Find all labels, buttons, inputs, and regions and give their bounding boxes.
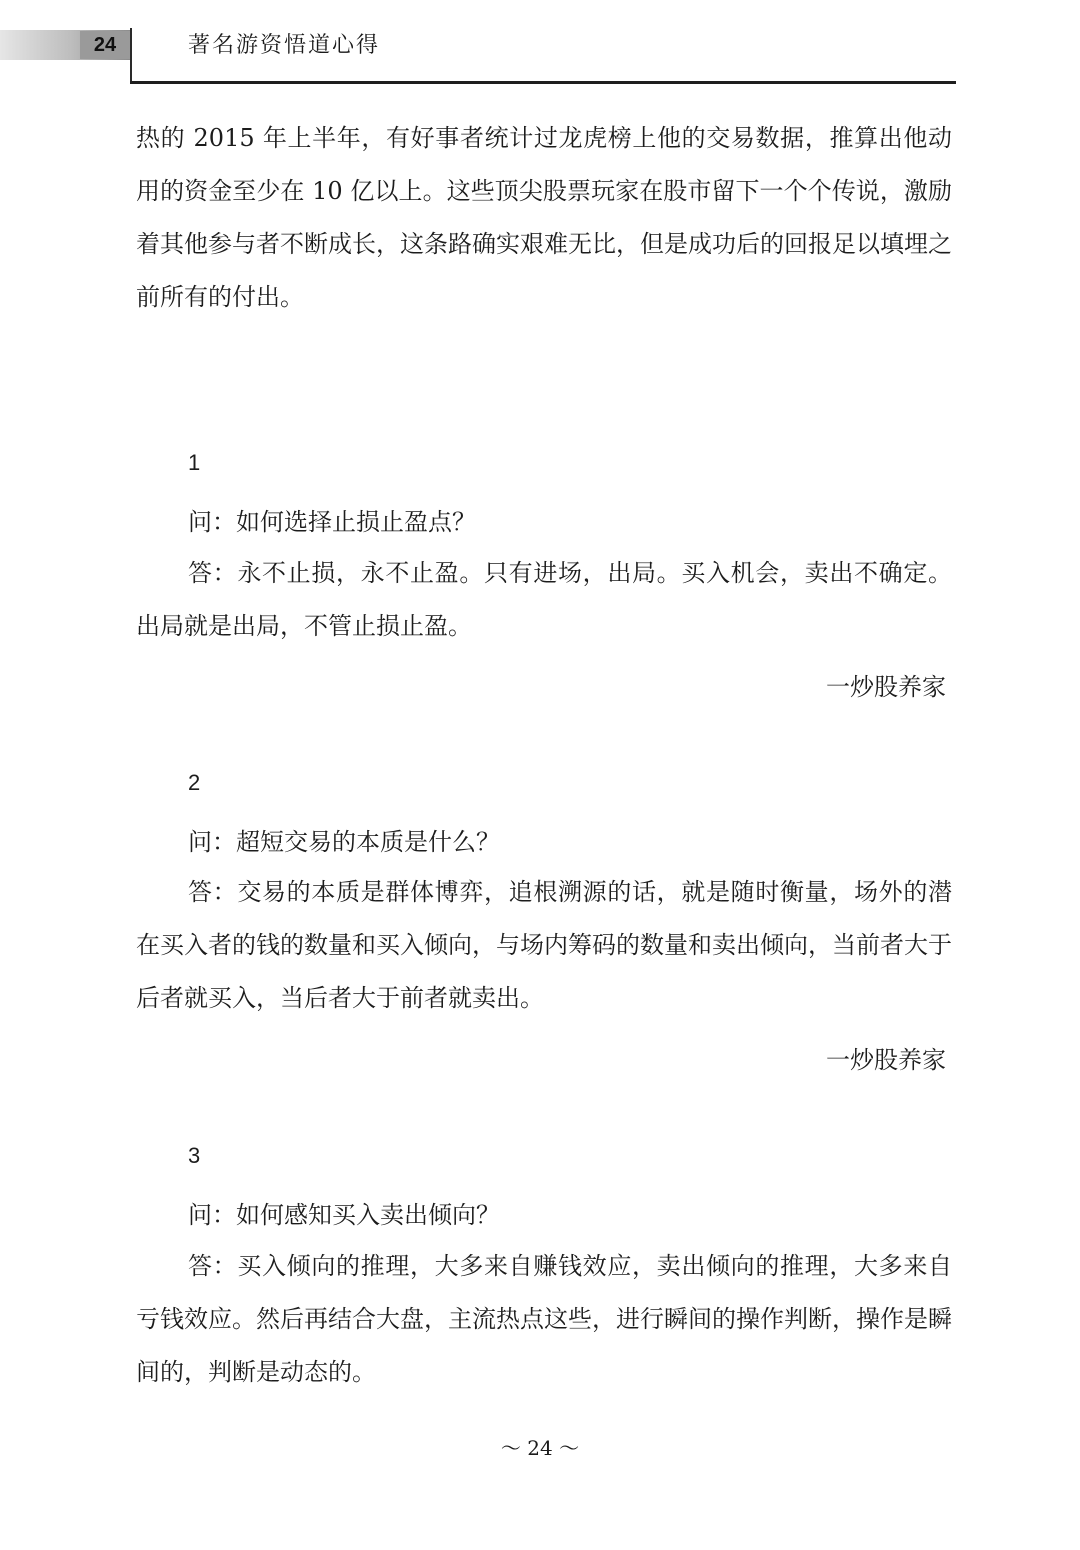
qa-question-3: 问：如何感知买入卖出倾向？ <box>188 1201 500 1229</box>
header-divider <box>130 28 132 82</box>
intro-paragraph: 热的 2015 年上半年，有好事者统计过龙虎榜上他的交易数据，推算出他动用的资金至少在 10 亿以上。这些顶尖股票玩家在股市留下一个个传说，激励着其他参与者不断成长，这条路确实艰难无比，但是成功后的回报足以填埋之前所有的付出。 <box>136 124 952 311</box>
qa-answer-2: 答：交易的本质是群体博弈，追根溯源的话，就是随时衡量，场外的潜在买入者的钱的数量和买入倾向，与场内筹码的数量和卖出倾向，当前者大于后者就买入，当后者大于前者就卖出。 <box>136 878 952 1012</box>
qa-number-3: 3 <box>188 1143 201 1168</box>
qa-attribution-2: 一炒股养家 <box>826 1046 946 1074</box>
footer-page-number: ～ 24 ～ <box>500 1436 580 1460</box>
qa-number-1: 1 <box>188 450 201 475</box>
qa-question-2: 问：超短交易的本质是什么？ <box>188 828 500 856</box>
qa-number-2: 2 <box>188 770 201 795</box>
qa-question-1: 问：如何选择止损止盈点？ <box>188 508 476 536</box>
qa-answer-1: 答：永不止损，永不止盈。只有进场，出局。买入机会，卖出不确定。出局就是出局，不管止损止盈。 <box>136 559 952 640</box>
qa-answer-3: 答：买入倾向的推理，大多来自赚钱效应，卖出倾向的推理，大多来自亏钱效应。然后再结合大盘，主流热点这些，进行瞬间的操作判断，操作是瞬间的，判断是动态的。 <box>136 1252 952 1386</box>
qa-attribution-1: 一炒股养家 <box>826 673 946 701</box>
header-page-badge: 24 <box>80 31 130 59</box>
book-title: 著名游资悟道心得 <box>188 33 381 58</box>
header-rule <box>130 81 956 84</box>
